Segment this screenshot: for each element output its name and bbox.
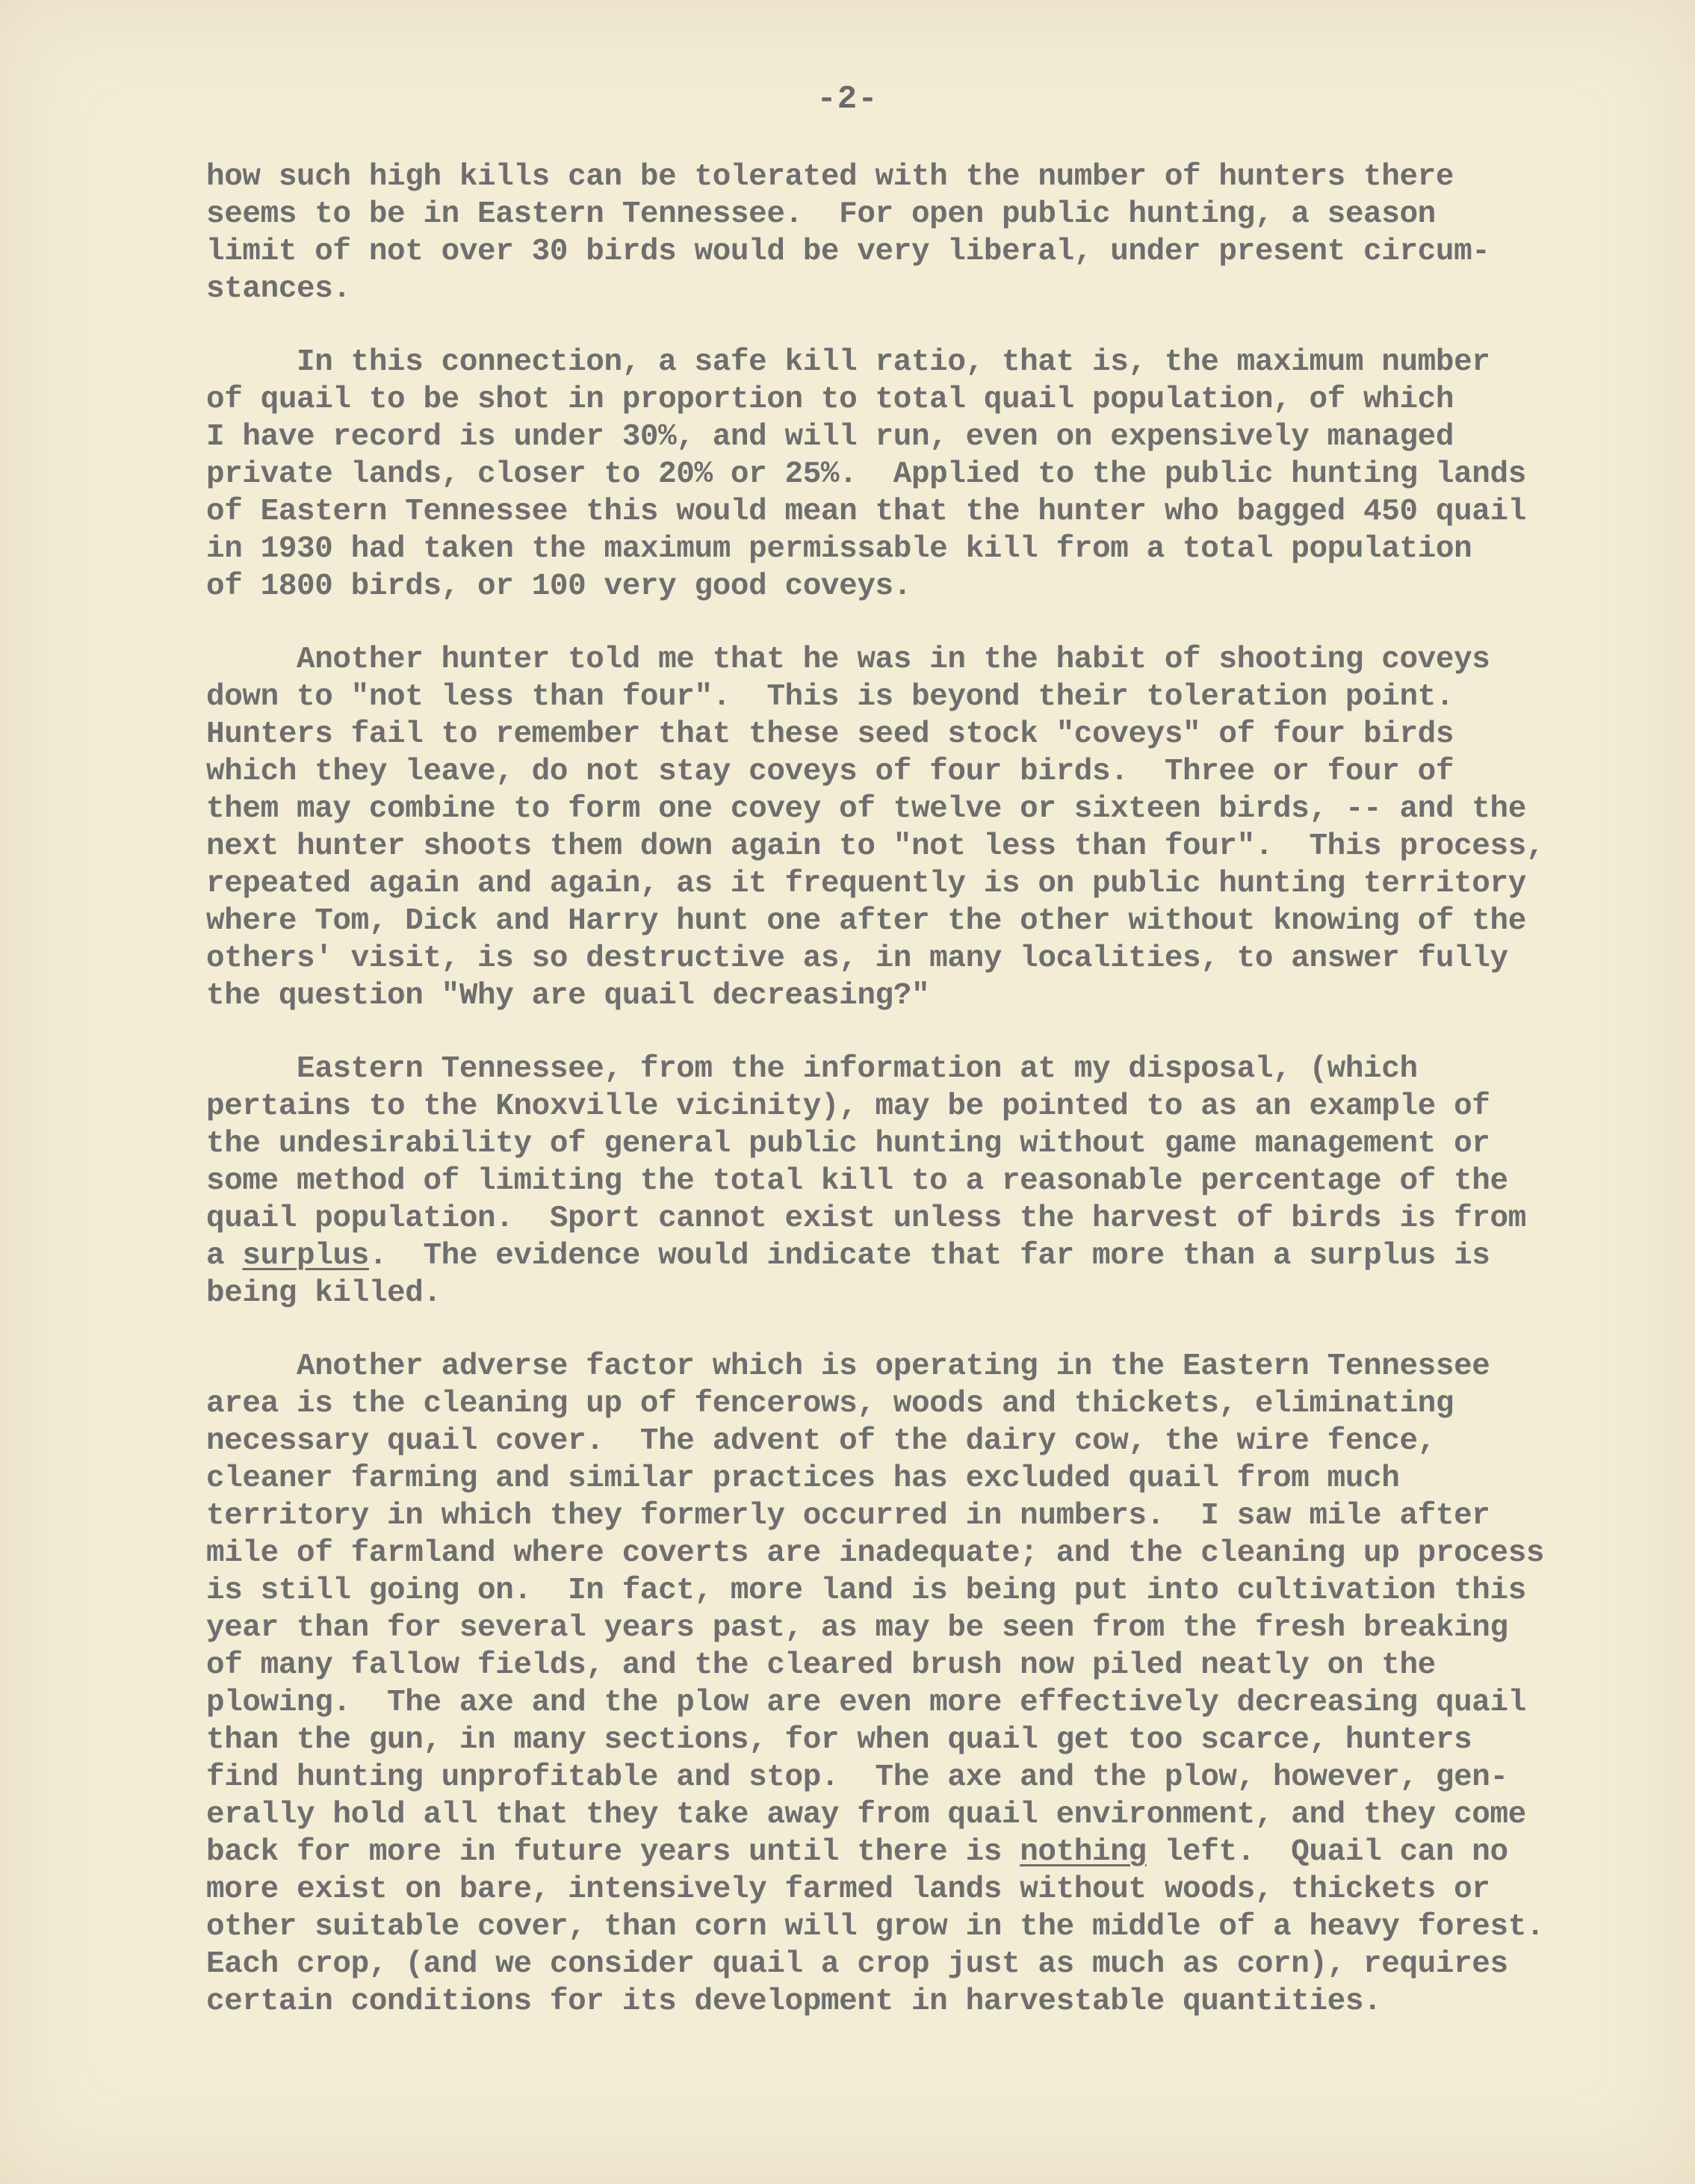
text-line: seems to be in Eastern Tennessee. For open public hunting, a season [206,197,1436,232]
paragraph-3 [206,641,1588,1015]
text-line: other suitable cover, than corn will grow in the middle of a heavy forest. [206,1910,1545,1944]
text-line: of quail to be shot in proportion to total quail population, of which [206,383,1454,417]
text-line: than the gun, in many sections, for when quail get too scarce, hunters [206,1723,1472,1757]
text-line: of Eastern Tennessee this would mean that the hunter who bagged 450 quail [206,495,1526,529]
text-line: plowing. The axe and the plow are even more effectively decreasing quail [206,1686,1526,1720]
text-line: being killed. [206,1276,441,1311]
text-line: Each crop, (and we consider quail a crop just as much as corn), requires [206,1947,1508,1982]
text-line: Hunters fail to remember that these seed stock "coveys" of four birds [206,717,1454,752]
text-line: some method of limiting the total kill to a reasonable percentage of the [206,1164,1508,1198]
text-line: private lands, closer to 20% or 25%. Applied to the public hunting lands [206,457,1526,492]
text-line: Another hunter told me that he was in the habit of shooting coveys [206,643,1490,677]
text-line: more exist on bare, intensively farmed lands without woods, thickets or [206,1872,1490,1907]
text-line: in 1930 had taken the maximum permissable kill from a total population [206,532,1472,566]
text-line [206,1237,1588,1275]
text-line: Another adverse factor which is operating in the Eastern Tennessee [206,1349,1490,1384]
text-line: territory in which they formerly occurred in numbers. I saw mile after [206,1499,1490,1533]
text-line: next hunter shoots them down again to "not less than four". This process, [206,829,1545,864]
line-text-before: a [206,1239,243,1273]
paragraph-4 [206,1051,1588,1312]
line-text-before: back for more in future years until there is [206,1835,1020,1869]
text-line: is still going on. In fact, more land is being put into cultivation this [206,1574,1526,1608]
text-line: necessary quail cover. The advent of the dairy cow, the wire fence, [206,1424,1436,1458]
underlined-word: nothing [1020,1835,1147,1869]
text-line: the question "Why are quail decreasing?" [206,979,930,1013]
text-line: year than for several years past, as may be seen from the fresh breaking [206,1611,1508,1645]
text-line: In this connection, a safe kill ratio, that is, the maximum number [206,345,1490,380]
text-line: certain conditions for its development in harvestable quantities. [206,1985,1382,2019]
text-line: pertains to the Knoxville vicinity), may be pointed to as an example of [206,1089,1490,1124]
text-line: cleaner farming and similar practices has excluded quail from much [206,1461,1400,1496]
text-line: repeated again and again, as it frequently is on public hunting territory [206,867,1526,901]
text-line: how such high kills can be tolerated with the number of hunters there [206,160,1454,194]
text-line: stances. [206,272,351,306]
text-line: where Tom, Dick and Harry hunt one after the other without knowing of the [206,904,1526,938]
text-line: them may combine to form one covey of twelve or sixteen birds, -- and the [206,792,1526,826]
text-line: mile of farmland where coverts are inadequate; and the cleaning up process [206,1536,1545,1571]
paragraph-5 [206,1348,1588,2020]
text-line: quail population. Sport cannot exist unless the harvest of birds is from [206,1201,1526,1236]
text-line: which they leave, do not stay coveys of four birds. Three or four of [206,755,1454,789]
text-line: I have record is under 30%, and will run, even on expensively managed [206,420,1454,454]
text-line: area is the cleaning up of fencerows, woods and thickets, eliminating [206,1387,1454,1421]
text-line [206,1834,1588,1871]
page-number: -2- [816,81,879,118]
text-line: find hunting unprofitable and stop. The axe and the plow, however, gen- [206,1760,1508,1795]
text-line: the undesirability of general public hunting without game management or [206,1127,1490,1161]
underlined-word: surplus [242,1239,369,1273]
line-text-after: left. Quail can no [1146,1835,1508,1869]
line-text-after: . The evidence would indicate that far more than a surplus is [368,1239,1490,1273]
text-line: of 1800 birds, or 100 very good coveys. [206,569,911,604]
text-line: erally hold all that they take away from quail environment, and they come [206,1798,1526,1832]
paragraph-1 [206,158,1588,308]
text-line: down to "not less than four". This is beyond their toleration point. [206,680,1454,714]
text-line: Eastern Tennessee, from the information at my disposal, (which [206,1052,1418,1086]
document-body [206,158,1588,2056]
text-line: others' visit, is so destructive as, in many localities, to answer fully [206,941,1508,976]
text-line: of many fallow fields, and the cleared brush now piled neatly on the [206,1648,1436,1683]
paragraph-2 [206,344,1588,605]
text-line: limit of not over 30 birds would be very liberal, under present circum- [206,235,1490,269]
